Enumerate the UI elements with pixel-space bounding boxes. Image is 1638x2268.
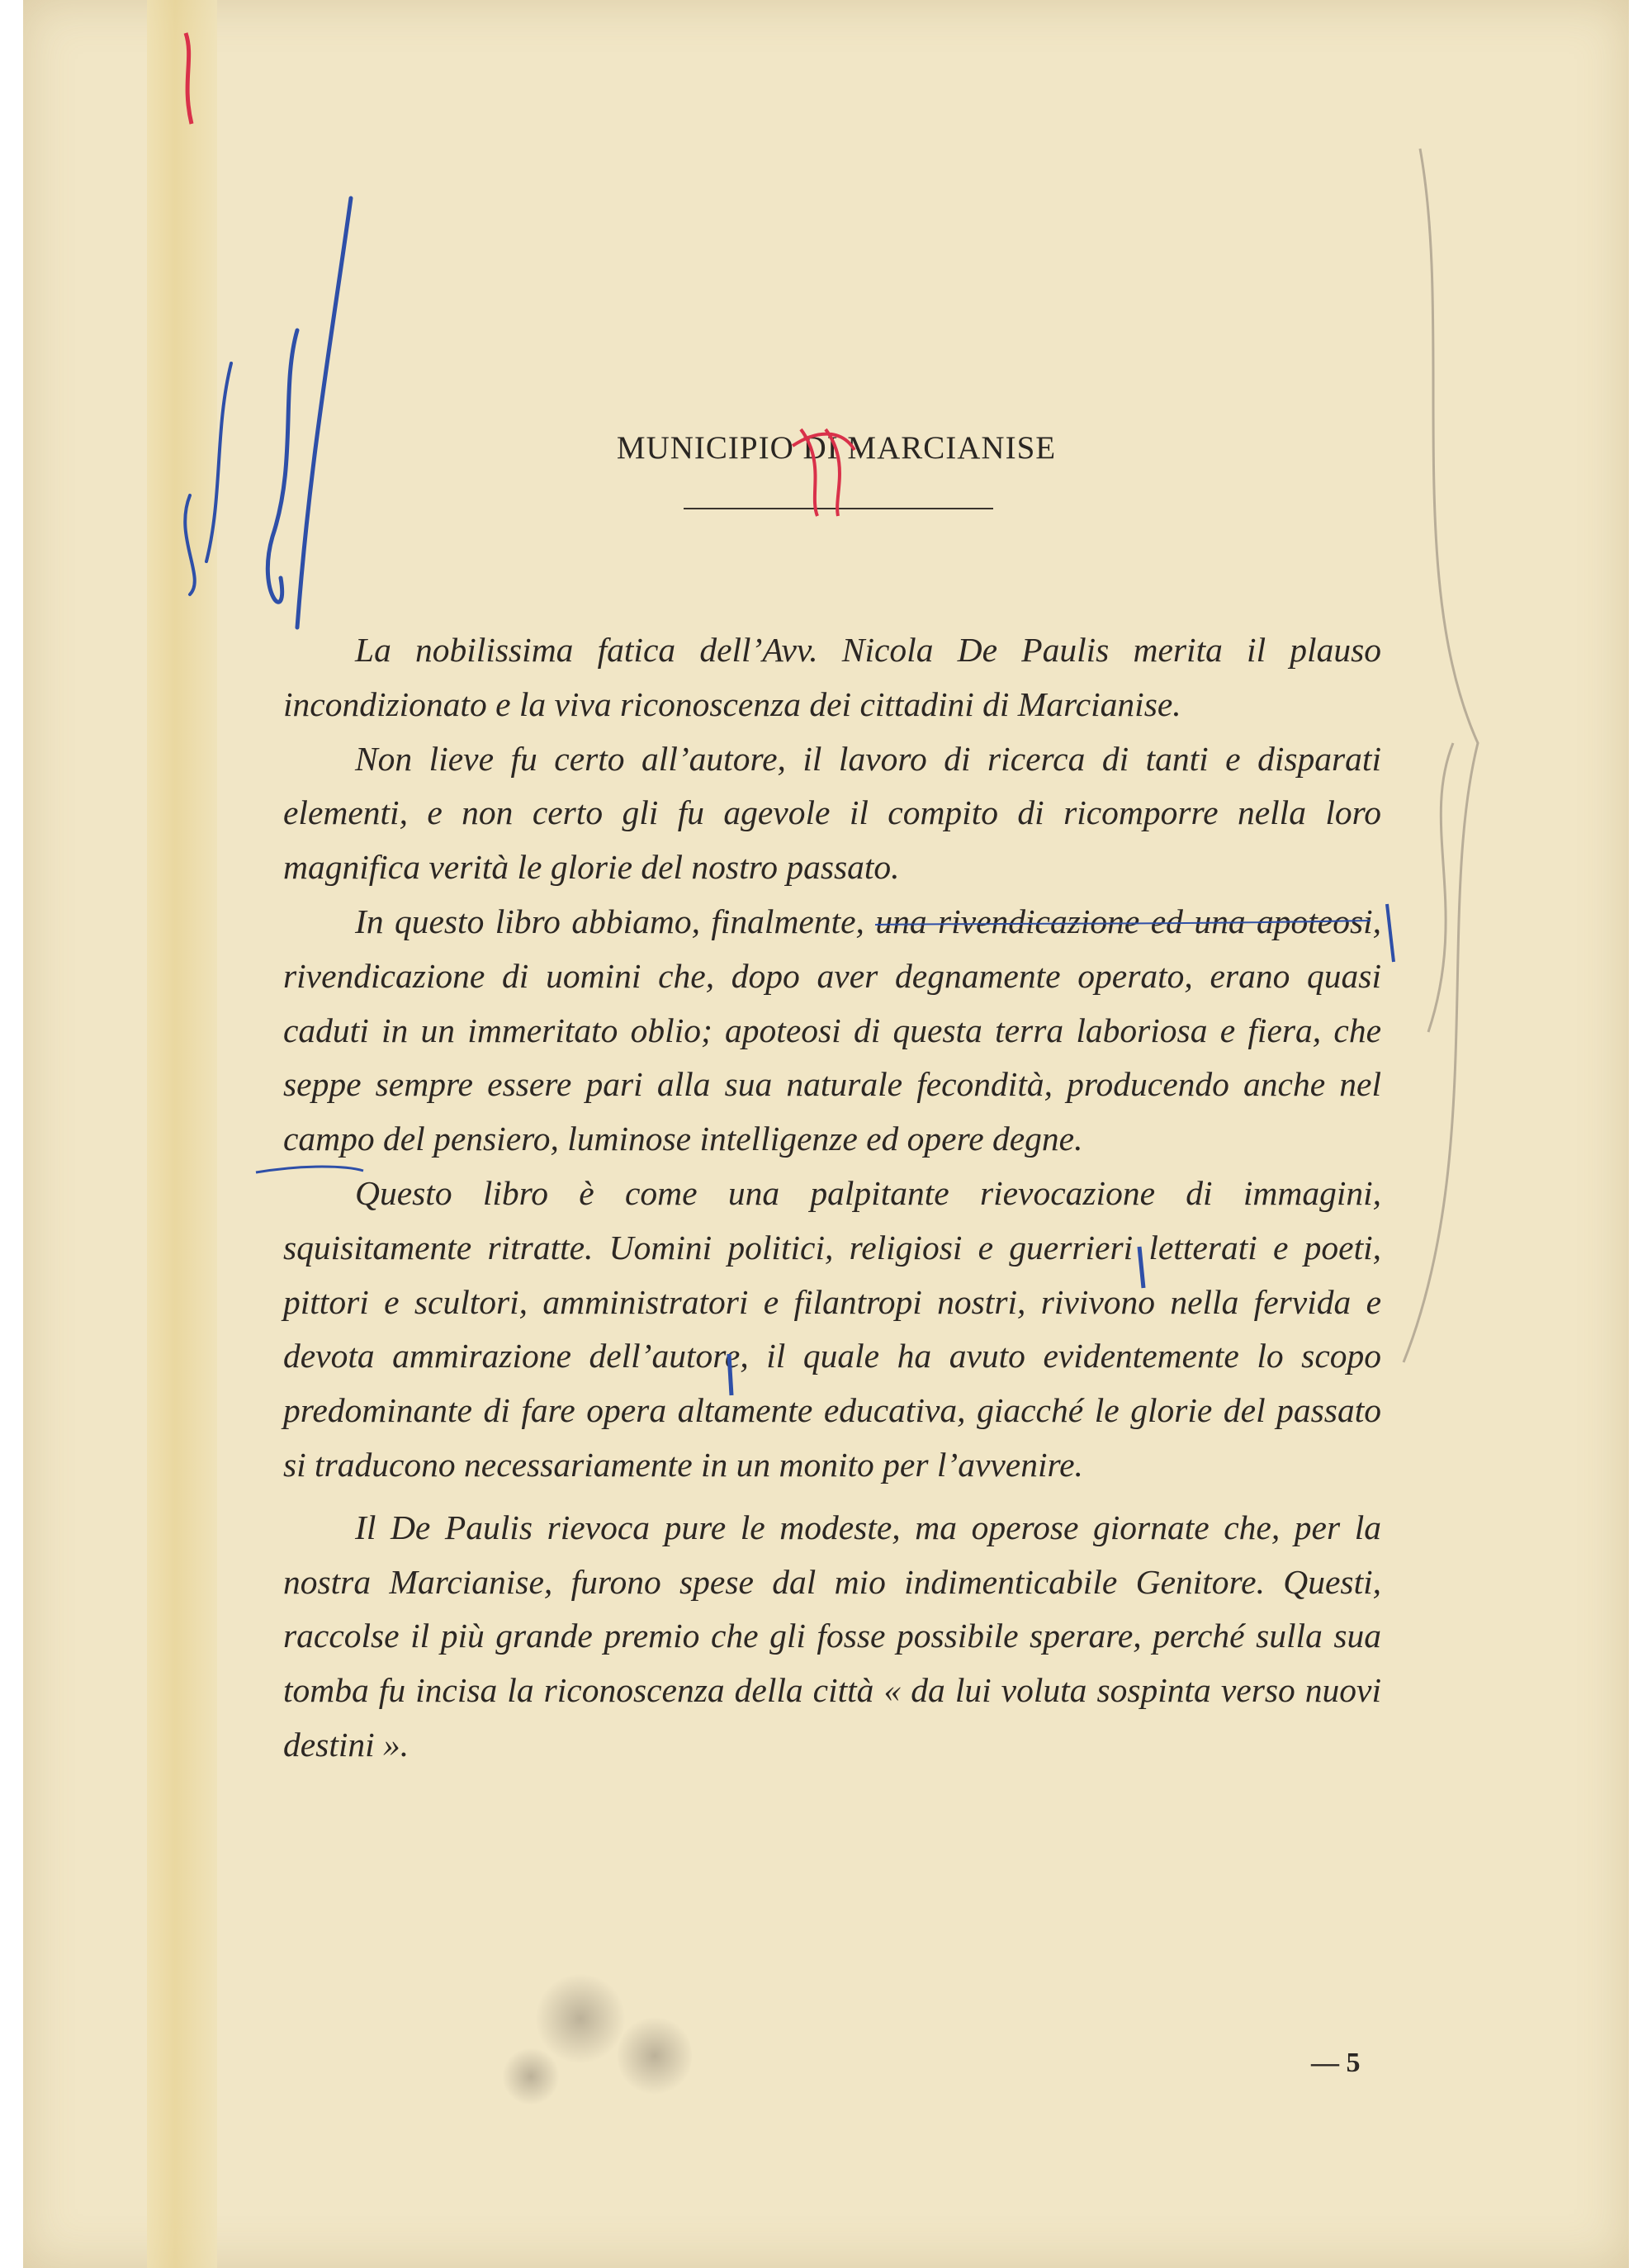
blue-underline-mark bbox=[875, 921, 1371, 925]
blue-bracket-mark bbox=[1139, 1247, 1143, 1288]
page-number: — 5 bbox=[1311, 2048, 1361, 2078]
red-pen-mark bbox=[793, 429, 855, 516]
red-pen-mark bbox=[186, 33, 192, 124]
pencil-signature bbox=[1428, 743, 1453, 1032]
blue-bracket-mark bbox=[1387, 904, 1394, 962]
blue-underline-mark bbox=[256, 1167, 363, 1172]
blue-handwriting-mark bbox=[185, 363, 231, 594]
paragraph: Questo libro è come una palpitante rievocazione di immagini, squisitamente ritratte. Uomini politici, religiosi e guerrieri letterati e poeti, pittori e scultori, amministratori e filantropi nostri, rivivono nella fervida e devota ammirazione dell’autore, il quale ha avuto evidentemente lo scopo predominante di fare opera altamente educativa, giacché le glorie del passato si traducono necessariamente in un monito per l’avvenire. bbox=[283, 1173, 1381, 1484]
paragraph: Il De Paulis rievoca pure le modeste, ma operose giornate che, per la nostra Marcianise, furono spese dal mio indimenticabile Genitore. Questi, raccolse il più grande premio che gli fosse possibile sperare, perché sulla sua tomba fu incisa la riconoscenza della città « da lui voluta sospinta verso nuovi destini ». bbox=[283, 1508, 1381, 1764]
blue-bracket-mark bbox=[729, 1354, 731, 1395]
paragraph: Non lieve fu certo all’autore, il lavoro di ricerca di tanti e disparati elementi, e non certo gli fu agevole il compito di ricomporre nella loro magnifica verità le glorie del nostro passato. bbox=[283, 739, 1381, 887]
blue-handwriting-mark bbox=[267, 198, 351, 627]
pencil-signature bbox=[1404, 149, 1478, 1362]
page-heading: MUNICIPIO DI MARCIANISE bbox=[616, 430, 1057, 466]
paragraph: La nobilissima fatica dell’Avv. Nicola De Paulis merita il plauso incondizionato e la viva riconoscenza dei cittadini di Marcianise. bbox=[283, 631, 1381, 723]
paragraph: In questo libro abbiamo, finalmente, una rivendicazione ed una apoteosi, rivendicazione di uomini che, dopo aver degnamente operato, erano quasi caduti in un immeritato oblio; apoteosi di questa terra laboriosa e fiera, che seppe sempre essere pari alla sua naturale fecondità, producendo anche nel campo del pensiero, luminose intelligenze ed opere degne. bbox=[283, 902, 1381, 1158]
